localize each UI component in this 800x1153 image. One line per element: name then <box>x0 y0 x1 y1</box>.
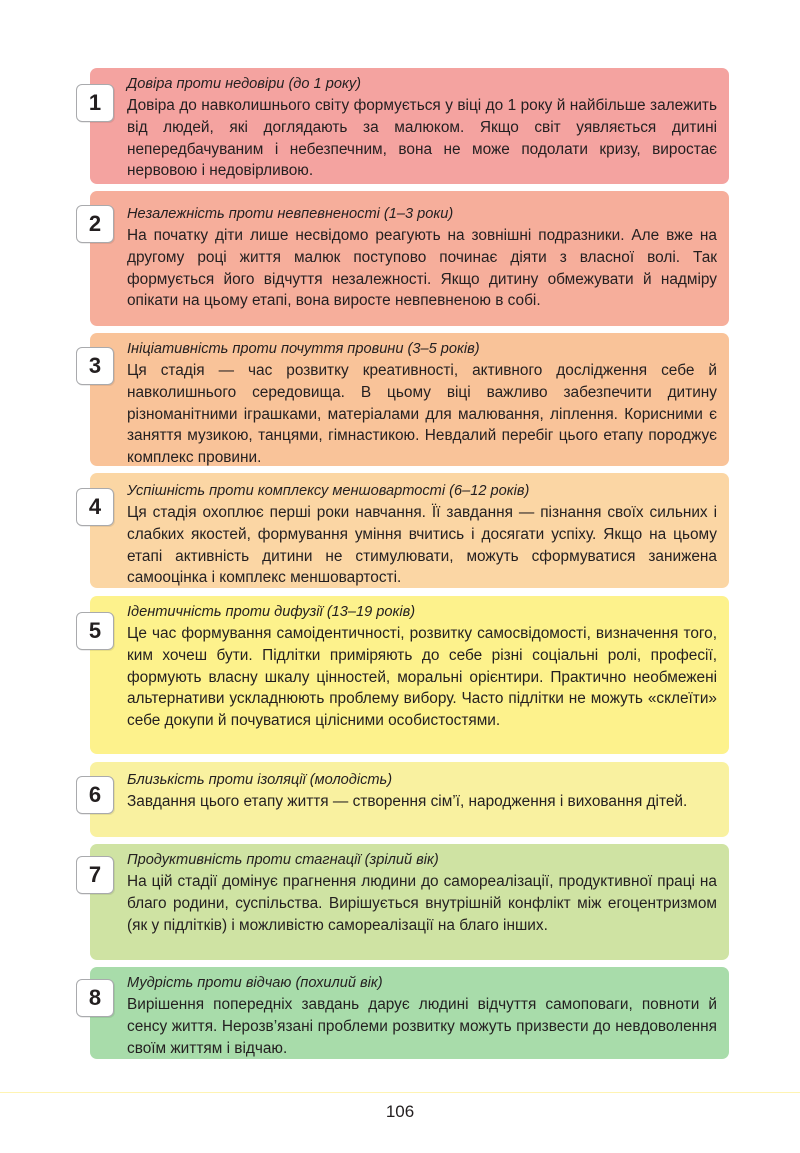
stage-title: Ідентичність проти дифузії (13–19 років) <box>127 604 416 620</box>
stage-title: Мудрість проти відчаю (похилий вік) <box>127 975 383 991</box>
stage-text: Довіра до навколишнього світу формується у віці до 1 року й найбільше залежить від людей, які доглядають за малюком. Якщо світ уявляється дитині непередбачуваним і небезпечним, вона не може подолати кризу, виростає нервовою і недовірливою. <box>127 97 717 180</box>
stage-card-2 <box>90 191 729 326</box>
stage-number-badge: 2 <box>76 205 114 243</box>
stage-text: На цій стадії домінує прагнення людини до самореалізації, продуктивної праці на благо родини, суспільства. Вирішується внутрішній конфлікт між егоцентризмом (як у підлітків) і можливістю самореалізації на благо інших. <box>127 873 717 934</box>
stage-text: Завдання цього етапу життя — створення сім’ї, народження і виховання дітей. <box>127 793 688 810</box>
stage-card-7 <box>90 844 729 960</box>
stage-number-badge: 5 <box>76 612 114 650</box>
page-number: 106 <box>385 1102 415 1121</box>
stage-title: Продуктивність проти стагнації (зрілий вік) <box>127 852 439 868</box>
stage-title: Незалежність проти невпевненості (1–3 роки) <box>127 206 454 222</box>
stage-number-badge: 6 <box>76 776 114 814</box>
stage-card-6 <box>90 762 729 837</box>
stage-text: Це час формування самоідентичності, розвитку самосвідомості, визначення того, ким хочеш бути. Підлітки приміряють до себе різні соціальні ролі, професії, формують власну шкалу цінностей, моральні орієнтири. Практично необмежені альтернативи ускладнюють проблему вибору. Часто підлітки не можуть «склеїти» себе докупи й почуватися цілісними особистостями. <box>127 625 717 730</box>
stage-card-4 <box>90 473 729 588</box>
stage-card-1 <box>90 68 729 184</box>
stage-number-badge: 3 <box>76 347 114 385</box>
stage-number-badge: 4 <box>76 488 114 526</box>
stage-title: Довіра проти недовіри (до 1 року) <box>127 76 361 92</box>
stage-card-3 <box>90 333 729 466</box>
stage-card-8 <box>90 967 729 1059</box>
footer-divider <box>0 1092 800 1093</box>
stage-number-badge: 1 <box>76 84 114 122</box>
stage-title: Близькість проти ізоляції (молодість) <box>127 772 393 788</box>
stage-title: Успішність проти комплексу меншовартості (6–12 років) <box>127 483 530 499</box>
stage-number-badge: 8 <box>76 979 114 1017</box>
stage-text: Ця стадія охоплює перші роки навчання. Її завдання — пізнання своїх сильних і слабких якостей, формування уміння вчитись і досягати успіху. Якщо на цьому етапі активність дитини не стимулювати, можуть сформуватися занижена самооцінка і комплекс меншовартості. <box>127 504 717 587</box>
stage-text: Вирішення попередніх завдань дарує людині відчуття самоповаги, повноти й сенсу життя. Нерозв’язані проблеми розвитку можуть призвести до невдоволення своїм життям і відчаю. <box>127 996 717 1057</box>
stage-title: Ініціативність проти почуття провини (3–5 років) <box>127 341 480 357</box>
stage-number-badge: 7 <box>76 856 114 894</box>
stage-card-5 <box>90 596 729 754</box>
stage-text: Ця стадія — час розвитку креативності, активного дослідження себе й навколишнього середовища. В цьому віці важливо забезпечити дитину різноманітними іграшками, матеріалами для малювання, ліплення. Корисними є заняття музикою, танцями, гімнастикою. Невдалий перебіг цього етапу породжує комплекс провини. <box>127 362 717 467</box>
stage-text: На початку діти лише несвідомо реагують на зовнішні подразники. Але вже на другому році життя малюк поступово починає діяти з власної волі. Так формується його відчуття незалежності. Якщо дитину обмежувати й надміру опікати на цьому етапі, вона виросте невпевненою в собі. <box>127 227 717 310</box>
